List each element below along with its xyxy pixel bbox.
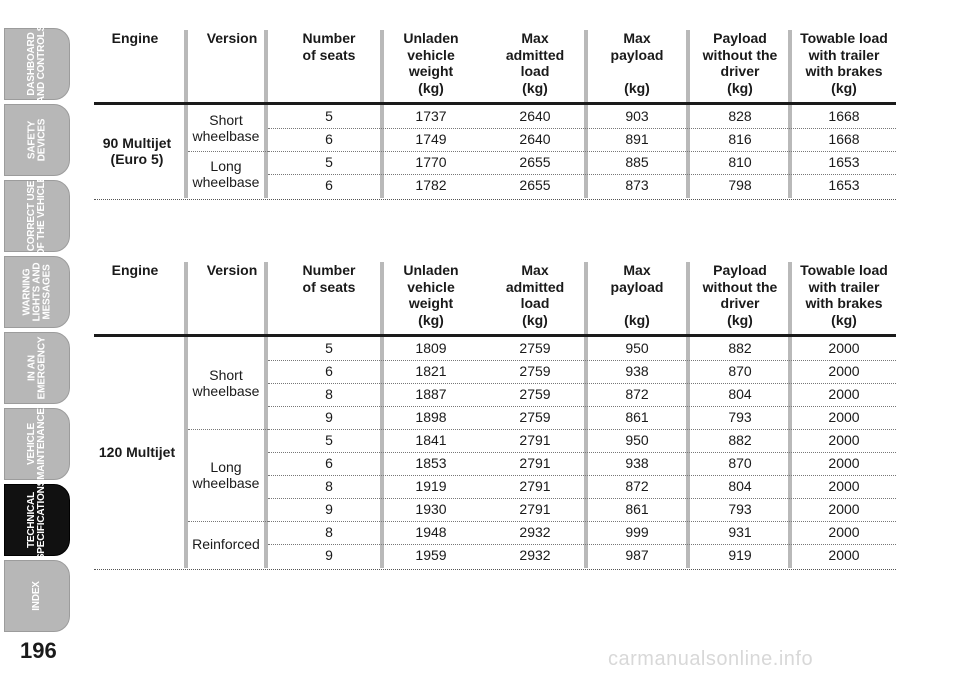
row-rule xyxy=(268,383,896,384)
table-cell: 2000 xyxy=(828,455,860,471)
column-header: Version xyxy=(206,262,258,278)
sidebar-tab-label: TECHNICAL SPECIFICATIONS xyxy=(26,479,48,561)
version-label: Short wheelbase xyxy=(192,111,260,144)
row-rule xyxy=(268,174,896,175)
column-header: Max payload (kg) xyxy=(610,262,664,328)
specs-table-120-multijet xyxy=(94,262,896,570)
table-cell: 810 xyxy=(728,154,752,170)
row-rule xyxy=(268,452,896,453)
table-cell: 1841 xyxy=(415,432,447,448)
version-label: Short wheelbase xyxy=(192,366,260,399)
table-cell: 1809 xyxy=(415,340,447,356)
table-cell: 2000 xyxy=(828,409,860,425)
column-separator xyxy=(264,30,268,198)
table-cell: 793 xyxy=(728,409,752,425)
table-cell: 1821 xyxy=(415,363,447,379)
table-cell: 6 xyxy=(325,363,333,379)
table-cell: 2640 xyxy=(519,131,551,147)
column-header: Number of seats xyxy=(302,262,356,295)
column-header: Towable load with trailer with brakes (kg) xyxy=(800,262,888,328)
table-cell: 2655 xyxy=(519,154,551,170)
table-cell: 1653 xyxy=(828,177,860,193)
table-cell: 1948 xyxy=(415,524,447,540)
table-cell: 5 xyxy=(325,340,333,356)
sidebar-tab-vehicle-maintenance[interactable] xyxy=(4,408,70,480)
table-cell: 1853 xyxy=(415,455,447,471)
column-header: Max payload (kg) xyxy=(610,30,664,96)
table-cell: 885 xyxy=(625,154,649,170)
table-cell: 2759 xyxy=(519,409,551,425)
column-header: Number of seats xyxy=(302,30,356,63)
table-cell: 2000 xyxy=(828,386,860,402)
table-cell: 950 xyxy=(625,340,649,356)
column-separator xyxy=(184,262,188,568)
table-cell: 798 xyxy=(728,177,752,193)
table-cell: 882 xyxy=(728,432,752,448)
sidebar-tab-index[interactable] xyxy=(4,560,70,632)
table-cell: 919 xyxy=(728,547,752,563)
table-cell: 1930 xyxy=(415,501,447,517)
table-cell: 2655 xyxy=(519,177,551,193)
column-header: Payload without the driver (kg) xyxy=(702,30,778,96)
table-cell: 5 xyxy=(325,154,333,170)
table-cell: 938 xyxy=(625,455,649,471)
table-cell: 1898 xyxy=(415,409,447,425)
table-cell: 2759 xyxy=(519,386,551,402)
row-rule xyxy=(268,429,896,430)
row-rule xyxy=(268,151,896,152)
section-sidebar xyxy=(0,0,80,677)
table-cell: 2640 xyxy=(519,108,551,124)
table-cell: 816 xyxy=(728,131,752,147)
table-cell: 2932 xyxy=(519,547,551,563)
sidebar-tab-in-an-emergency[interactable] xyxy=(4,332,70,404)
table-cell: 1782 xyxy=(415,177,447,193)
table-cell: 1737 xyxy=(415,108,447,124)
specs-table-90-multijet xyxy=(94,30,896,200)
table-cell: 861 xyxy=(625,409,649,425)
page-number: 196 xyxy=(20,638,57,663)
column-header: Max admitted load (kg) xyxy=(505,30,565,96)
sidebar-tab-technical-specifications[interactable] xyxy=(4,479,70,561)
table-cell: 931 xyxy=(728,524,752,540)
table-cell: 828 xyxy=(728,108,752,124)
table-cell: 1668 xyxy=(828,131,860,147)
table-cell: 6 xyxy=(325,177,333,193)
table-cell: 1919 xyxy=(415,478,447,494)
column-header: Unladen vehicle weight (kg) xyxy=(403,30,459,96)
sidebar-tab-label: IN AN EMERGENCY xyxy=(26,336,47,400)
table-cell: 872 xyxy=(625,386,649,402)
table-cell: 793 xyxy=(728,501,752,517)
table-cell: 873 xyxy=(625,177,649,193)
column-header: Engine xyxy=(111,30,159,46)
table-cell: 2791 xyxy=(519,432,551,448)
sidebar-tab-label: DASHBOARD AND CONTROLS xyxy=(26,24,47,104)
table-cell: 2000 xyxy=(828,478,860,494)
table-cell: 2791 xyxy=(519,501,551,517)
table-cell: 1749 xyxy=(415,131,447,147)
table-cell: 2759 xyxy=(519,363,551,379)
column-header: Towable load with trailer with brakes (kg) xyxy=(800,30,888,96)
header-rule xyxy=(94,334,896,337)
sidebar-tab-label: CORRECT USE OF THE VEHICLE xyxy=(26,176,48,256)
header-rule xyxy=(94,102,896,105)
row-rule xyxy=(268,360,896,361)
engine-name: 90 Multijet (Euro 5) xyxy=(102,134,172,167)
version-label: Long wheelbase xyxy=(192,157,260,190)
table-cell: 882 xyxy=(728,340,752,356)
column-header: Unladen vehicle weight (kg) xyxy=(403,262,459,328)
table-cell: 1887 xyxy=(415,386,447,402)
table-cell: 804 xyxy=(728,386,752,402)
table-cell: 999 xyxy=(625,524,649,540)
row-rule xyxy=(268,498,896,499)
row-rule xyxy=(268,128,896,129)
table-cell: 870 xyxy=(728,363,752,379)
sidebar-tab-correct-use-of-the-vehicle[interactable] xyxy=(4,176,70,256)
table-cell: 9 xyxy=(325,501,333,517)
column-header: Max admitted load (kg) xyxy=(505,262,565,328)
version-label: Long wheelbase xyxy=(192,458,260,491)
table-cell: 9 xyxy=(325,409,333,425)
row-rule xyxy=(268,521,896,522)
table-cell: 2759 xyxy=(519,340,551,356)
table-cell: 5 xyxy=(325,108,333,124)
table-cell: 2000 xyxy=(828,340,860,356)
sidebar-tab-dashboard-and-controls[interactable] xyxy=(4,24,70,104)
table-cell: 1668 xyxy=(828,108,860,124)
watermark: carmanualsonline.info xyxy=(608,648,814,670)
table-cell: 9 xyxy=(325,547,333,563)
table-cell: 870 xyxy=(728,455,752,471)
table-cell: 891 xyxy=(625,131,649,147)
table-cell: 950 xyxy=(625,432,649,448)
table-cell: 938 xyxy=(625,363,649,379)
table-cell: 1653 xyxy=(828,154,860,170)
row-rule xyxy=(268,406,896,407)
sidebar-tab-label: WARNING LIGHTS AND MESSAGES xyxy=(21,262,52,322)
table-cell: 1770 xyxy=(415,154,447,170)
table-cell: 8 xyxy=(325,386,333,402)
column-header: Engine xyxy=(111,262,159,278)
table-cell: 2000 xyxy=(828,363,860,379)
table-cell: 8 xyxy=(325,478,333,494)
table-cell: 8 xyxy=(325,524,333,540)
table-cell: 2000 xyxy=(828,501,860,517)
engine-name: 120 Multijet xyxy=(98,443,176,460)
table-cell: 2791 xyxy=(519,455,551,471)
table-cell: 2932 xyxy=(519,524,551,540)
sidebar-tab-label: INDEX xyxy=(31,581,42,611)
table-cell: 2000 xyxy=(828,547,860,563)
table-cell: 1959 xyxy=(415,547,447,563)
column-separator xyxy=(264,262,268,568)
table-cell: 6 xyxy=(325,131,333,147)
sidebar-tab-label: SAFETY DEVICES xyxy=(25,118,47,162)
table-cell: 987 xyxy=(625,547,649,563)
table-cell: 804 xyxy=(728,478,752,494)
column-header: Payload without the driver (kg) xyxy=(702,262,778,328)
sidebar-tab-safety-devices[interactable] xyxy=(4,104,70,176)
table-cell: 2000 xyxy=(828,524,860,540)
table-cell: 903 xyxy=(625,108,649,124)
sidebar-tab-warning-lights-and-messages[interactable] xyxy=(4,256,70,328)
table-cell: 861 xyxy=(625,501,649,517)
row-rule xyxy=(268,475,896,476)
table-bottom-rule xyxy=(94,569,896,570)
table-cell: 872 xyxy=(625,478,649,494)
table-cell: 2000 xyxy=(828,432,860,448)
version-label: Reinforced xyxy=(192,535,260,552)
table-cell: 5 xyxy=(325,432,333,448)
column-header: Version xyxy=(206,30,258,46)
sidebar-tab-label: VEHICLE MAINTENANCE xyxy=(26,408,47,480)
table-cell: 6 xyxy=(325,455,333,471)
row-rule xyxy=(268,544,896,545)
table-cell: 2791 xyxy=(519,478,551,494)
table-bottom-rule xyxy=(94,199,896,200)
